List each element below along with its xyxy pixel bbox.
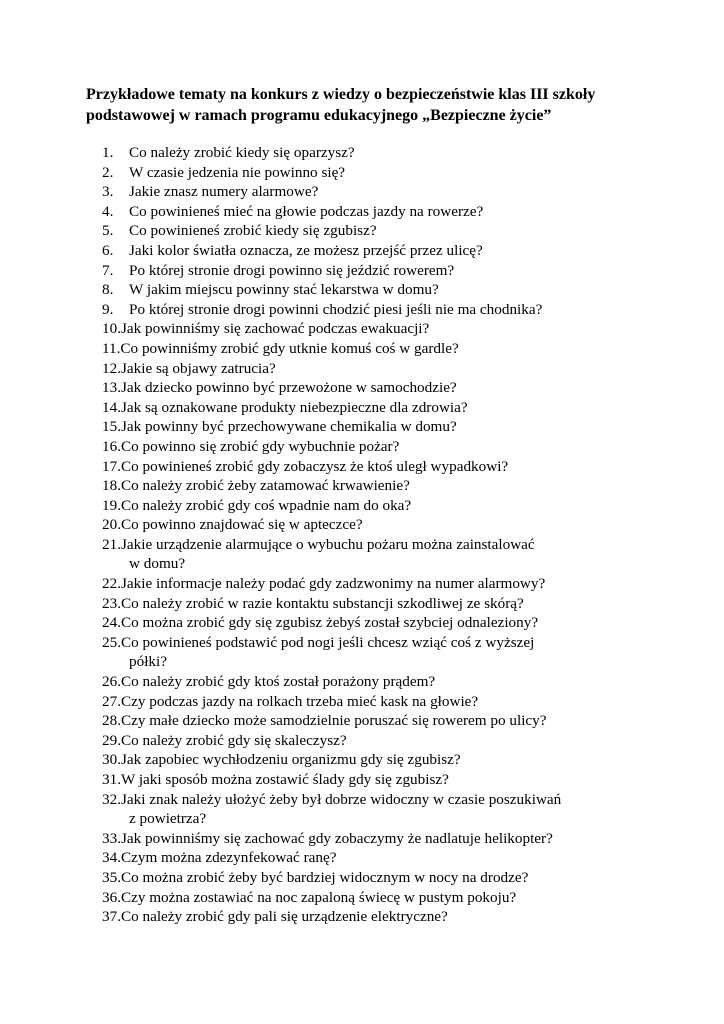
question-number: 3. bbox=[102, 183, 114, 201]
question-text: Czy małe dziecko może samodzielnie poruszać się rowerem po ulicy? bbox=[120, 712, 547, 730]
question-list bbox=[102, 143, 662, 927]
question-row bbox=[102, 848, 662, 868]
question-number: 5. bbox=[102, 222, 114, 240]
list-item bbox=[102, 907, 662, 927]
question-text: W jaki sposób można zostawić ślady gdy się zgubisz? bbox=[120, 771, 449, 788]
question-row bbox=[102, 711, 662, 731]
question-row bbox=[102, 202, 662, 222]
question-row bbox=[102, 613, 662, 633]
question-row bbox=[102, 594, 662, 614]
question-row bbox=[102, 790, 662, 810]
question-number: 26. bbox=[102, 673, 121, 691]
question-number: 30. bbox=[102, 751, 121, 769]
question-number: 23. bbox=[102, 594, 121, 612]
list-item bbox=[102, 496, 662, 516]
question-text: Jakie urządzenie alarmujące o wybuchu pożaru można zainstalować bbox=[120, 535, 535, 553]
list-item bbox=[102, 829, 662, 849]
question-number: 19. bbox=[102, 496, 121, 514]
question-number: 8. bbox=[102, 281, 114, 299]
question-text: Czym można zdezynfekować ranę? bbox=[120, 849, 337, 867]
question-row bbox=[102, 750, 662, 770]
question-text: Jak dziecko powinno być przewożone w samochodzie? bbox=[120, 379, 457, 397]
question-row bbox=[102, 868, 662, 888]
list-item bbox=[102, 398, 662, 418]
list-item bbox=[102, 692, 662, 712]
list-item bbox=[102, 182, 662, 202]
list-item bbox=[102, 221, 662, 241]
question-text: Co powinieneś zrobić gdy zobaczysz że ktoś uległ wypadkowi? bbox=[120, 457, 509, 475]
question-row bbox=[102, 163, 662, 183]
question-number: 32. bbox=[102, 790, 121, 808]
question-continuation: półki? bbox=[129, 653, 167, 671]
question-text: Co należy zrobić gdy pali się urządzenie elektryczne? bbox=[120, 908, 448, 926]
question-row bbox=[102, 417, 662, 437]
question-row bbox=[102, 221, 662, 241]
list-item bbox=[102, 241, 662, 261]
question-number: 28. bbox=[102, 712, 121, 730]
question-row bbox=[102, 888, 662, 908]
question-row bbox=[102, 692, 662, 712]
page-title bbox=[86, 84, 646, 126]
question-number: 27. bbox=[102, 692, 121, 710]
question-row bbox=[102, 633, 662, 653]
question-number: 18. bbox=[102, 477, 121, 495]
question-number: 7. bbox=[102, 261, 114, 279]
question-number: 36. bbox=[102, 888, 121, 906]
question-continuation: w domu? bbox=[129, 555, 186, 573]
question-text: Co powinieneś mieć na głowie podczas jazdy na rowerze? bbox=[129, 202, 484, 220]
question-row bbox=[102, 829, 662, 849]
question-text: Jaki znak należy ułożyć żeby był dobrze widoczny w czasie poszukiwań bbox=[120, 790, 562, 808]
list-item bbox=[102, 888, 662, 908]
question-number: 21. bbox=[102, 535, 121, 553]
question-text: Co można zrobić gdy się zgubisz żebyś został szybciej odnaleziony? bbox=[120, 614, 539, 632]
question-row bbox=[102, 535, 662, 555]
question-text: Jak są oznakowane produkty niebezpieczne dla zdrowia? bbox=[120, 398, 468, 416]
question-number: 15. bbox=[102, 418, 121, 436]
question-text: Co należy zrobić gdy coś wpadnie nam do oka? bbox=[120, 496, 412, 514]
list-item bbox=[102, 457, 662, 477]
question-row bbox=[102, 261, 662, 281]
list-item bbox=[102, 476, 662, 496]
question-row bbox=[102, 398, 662, 418]
list-item bbox=[102, 750, 662, 770]
question-text: Co należy zrobić żeby zatamować krwawienie? bbox=[120, 477, 410, 495]
list-item bbox=[102, 417, 662, 437]
list-item bbox=[102, 280, 662, 300]
question-row bbox=[102, 515, 662, 535]
list-item bbox=[102, 163, 662, 183]
question-text: Co powinno znajdować się w apteczce? bbox=[120, 516, 363, 534]
list-item bbox=[102, 378, 662, 398]
list-item bbox=[102, 613, 662, 633]
question-number: 12. bbox=[102, 359, 121, 377]
list-item bbox=[102, 535, 662, 574]
question-row bbox=[102, 359, 662, 379]
question-continuation: z powietrza? bbox=[129, 810, 207, 828]
question-number: 33. bbox=[102, 829, 121, 847]
question-text: Co powinieneś podstawić pod nogi jeśli chcesz wziąć coś z wyższej bbox=[120, 633, 535, 651]
question-text: Co należy zrobić gdy ktoś został porażony prądem? bbox=[120, 673, 436, 691]
title-line-2: podstawowej w ramach programu edukacyjnego „Bezpieczne życie” bbox=[86, 107, 552, 124]
list-item bbox=[102, 202, 662, 222]
question-text: Jakie są objawy zatrucia? bbox=[120, 359, 276, 377]
question-row bbox=[102, 770, 662, 790]
question-row bbox=[102, 143, 662, 163]
question-row bbox=[102, 731, 662, 751]
question-row bbox=[102, 672, 662, 692]
question-number: 29. bbox=[102, 731, 121, 749]
question-number: 2. bbox=[102, 163, 114, 181]
list-item bbox=[102, 339, 662, 359]
question-row bbox=[102, 319, 662, 339]
question-number: 13. bbox=[102, 379, 121, 397]
list-item bbox=[102, 437, 662, 457]
list-item bbox=[102, 594, 662, 614]
question-text: Jaki kolor światła oznacza, ze możesz przejść przez ulicę? bbox=[129, 241, 483, 259]
question-number: 37. bbox=[102, 908, 121, 926]
question-text: W jakim miejscu powinny stać lekarstwa w domu? bbox=[129, 281, 439, 299]
question-text: Co powinno się zrobić gdy wybuchnie pożar? bbox=[120, 437, 400, 455]
question-row bbox=[102, 300, 662, 320]
list-item bbox=[102, 261, 662, 281]
question-number: 14. bbox=[102, 398, 121, 416]
question-text: Jakie informacje należy podać gdy zadzwonimy na numer alarmowy? bbox=[120, 575, 546, 593]
question-row bbox=[102, 241, 662, 261]
question-text: Jak zapobiec wychłodzeniu organizmu gdy się zgubisz? bbox=[120, 751, 461, 769]
question-row bbox=[102, 437, 662, 457]
question-text: Co należy zrobić w razie kontaktu substancji szkodliwej ze skórą? bbox=[120, 594, 524, 612]
question-number: 20. bbox=[102, 516, 121, 534]
question-text: Jakie znasz numery alarmowe? bbox=[129, 183, 319, 201]
question-row bbox=[102, 457, 662, 477]
question-row bbox=[102, 574, 662, 594]
list-item bbox=[102, 359, 662, 379]
question-text: Po której stronie drogi powinni chodzić piesi jeśli nie ma chodnika? bbox=[129, 300, 543, 318]
question-row bbox=[102, 182, 662, 202]
list-item bbox=[102, 300, 662, 320]
question-text: Co powinieneś zrobić kiedy się zgubisz? bbox=[129, 222, 377, 240]
question-text: Czy podczas jazdy na rolkach trzeba mieć kask na głowie? bbox=[120, 692, 479, 710]
question-row bbox=[102, 476, 662, 496]
question-text: Czy można zostawiać na noc zapaloną świecę w pustym pokoju? bbox=[120, 888, 517, 906]
question-row bbox=[102, 378, 662, 398]
question-text: W czasie jedzenia nie powinno się? bbox=[129, 163, 346, 181]
question-text: Co powinniśmy zrobić gdy utknie komuś coś w gardle? bbox=[120, 339, 459, 357]
list-item bbox=[102, 848, 662, 868]
list-item bbox=[102, 731, 662, 751]
list-item bbox=[102, 711, 662, 731]
title-line-1: Przykładowe tematy na konkurs z wiedzy o bezpieczeństwie klas III szkoły bbox=[86, 86, 596, 103]
list-item bbox=[102, 515, 662, 535]
question-number: 9. bbox=[102, 300, 114, 318]
question-text: Po której stronie drogi powinno się jeździć rowerem? bbox=[129, 261, 455, 279]
list-item bbox=[102, 790, 662, 829]
question-text: Co należy zrobić kiedy się oparzysz? bbox=[129, 144, 355, 161]
question-text: Jak powinny być przechowywane chemikalia w domu? bbox=[120, 418, 457, 436]
question-number: 17. bbox=[102, 457, 121, 475]
question-number: 10. bbox=[102, 320, 121, 338]
question-number: 1. bbox=[102, 144, 114, 161]
question-number: 25. bbox=[102, 633, 121, 651]
question-number: 4. bbox=[102, 202, 114, 220]
list-item bbox=[102, 633, 662, 672]
question-number: 6. bbox=[102, 241, 114, 259]
question-number: 35. bbox=[102, 868, 121, 886]
question-number: 24. bbox=[102, 614, 121, 632]
list-item bbox=[102, 574, 662, 594]
question-text: Jak powinniśmy się zachować podczas ewakuacji? bbox=[120, 320, 430, 338]
question-row bbox=[102, 280, 662, 300]
question-row bbox=[102, 339, 662, 359]
question-row bbox=[102, 496, 662, 516]
question-text: Co można zrobić żeby być bardziej widocznym w nocy na drodze? bbox=[120, 868, 529, 886]
list-item bbox=[102, 319, 662, 339]
question-number: 31. bbox=[102, 771, 121, 788]
question-text: Jak powinniśmy się zachować gdy zobaczymy że nadlatuje helikopter? bbox=[120, 829, 553, 847]
question-row bbox=[102, 907, 662, 927]
list-item bbox=[102, 143, 662, 163]
list-item bbox=[102, 672, 662, 692]
question-text: Co należy zrobić gdy się skaleczysz? bbox=[120, 731, 347, 749]
question-number: 16. bbox=[102, 437, 121, 455]
question-number: 11. bbox=[102, 339, 121, 357]
list-item bbox=[102, 868, 662, 888]
question-number: 22. bbox=[102, 575, 121, 593]
question-number: 34. bbox=[102, 849, 121, 867]
list-item bbox=[102, 770, 662, 790]
